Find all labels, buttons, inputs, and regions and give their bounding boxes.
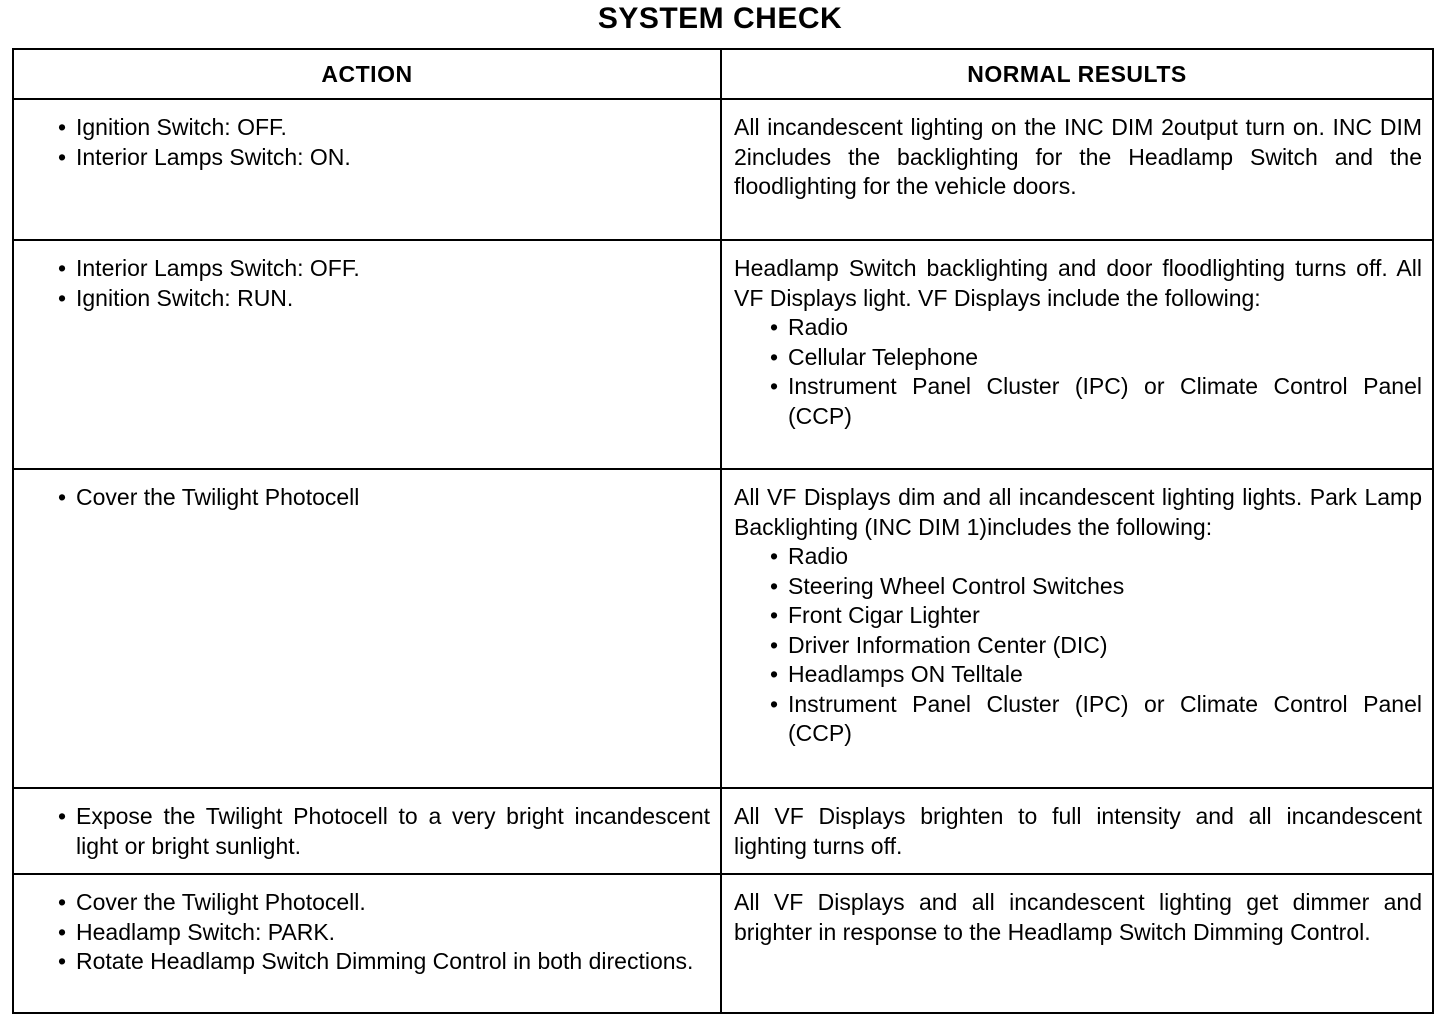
action-list [56,254,710,313]
action-list [56,483,710,513]
result-text: All VF Displays brighten to full intensity and all incandescent lighting turns off. [734,803,1422,859]
action-column-header: ACTION [13,49,721,99]
table-row [13,788,1433,874]
action-item: • Rotate Headlamp Switch Dimming Control in both directions. [56,947,710,977]
action-list [56,802,710,861]
action-item: • Ignition Switch: OFF. [56,113,710,143]
table-row [13,99,1433,240]
result-text: All VF Displays dim and all incandescent lighting lights. Park Lamp Backlighting (INC DIM 1)includes the following: [734,484,1422,540]
result-item: • Instrument Panel Cluster (IPC) or Climate Control Panel (CCP) [766,372,1422,431]
action-cell [13,874,721,1013]
result-cell [721,240,1433,469]
result-cell [721,874,1433,1013]
table-header-row [13,49,1433,99]
action-item: • Interior Lamps Switch: OFF. [56,254,710,284]
result-list [734,313,1422,431]
result-item: • Cellular Telephone [766,343,1422,373]
result-text: Headlamp Switch backlighting and door floodlighting turns off. All VF Displays light. VF Displays include the following: [734,255,1422,311]
result-cell [721,99,1433,240]
result-item: • Instrument Panel Cluster (IPC) or Climate Control Panel (CCP) [766,690,1422,749]
result-text: All VF Displays and all incandescent lighting get dimmer and brighter in response to the Headlamp Switch Dimming Control. [734,889,1422,945]
action-list [56,888,710,977]
result-item: • Driver Information Center (DIC) [766,631,1422,661]
table-row [13,469,1433,788]
result-item: • Steering Wheel Control Switches [766,572,1422,602]
action-cell [13,469,721,788]
result-cell [721,469,1433,788]
table-row [13,874,1433,1013]
action-item: • Headlamp Switch: PARK. [56,918,710,948]
page-title: SYSTEM CHECK [597,2,843,35]
action-item: • Expose the Twilight Photocell to a very bright incandescent light or bright sunlight. [56,802,710,861]
table-row [13,240,1433,469]
action-item: • Cover the Twilight Photocell. [56,888,710,918]
action-item: • Cover the Twilight Photocell [56,483,710,513]
action-item: • Interior Lamps Switch: ON. [56,143,710,173]
action-cell [13,99,721,240]
action-item: • Ignition Switch: RUN. [56,284,710,314]
results-column-header: NORMAL RESULTS [721,49,1433,99]
result-item: • Headlamps ON Telltale [766,660,1422,690]
action-cell [13,788,721,874]
result-item: • Front Cigar Lighter [766,601,1422,631]
action-cell [13,240,721,469]
result-list [734,542,1422,749]
system-check-table [12,48,1434,1014]
result-text: All incandescent lighting on the INC DIM 2output turn on. INC DIM 2includes the backlighting for the Headlamp Switch and the floodlighting for the vehicle doors. [734,114,1422,199]
result-cell [721,788,1433,874]
result-item: • Radio [766,542,1422,572]
action-list [56,113,710,172]
result-item: • Radio [766,313,1422,343]
